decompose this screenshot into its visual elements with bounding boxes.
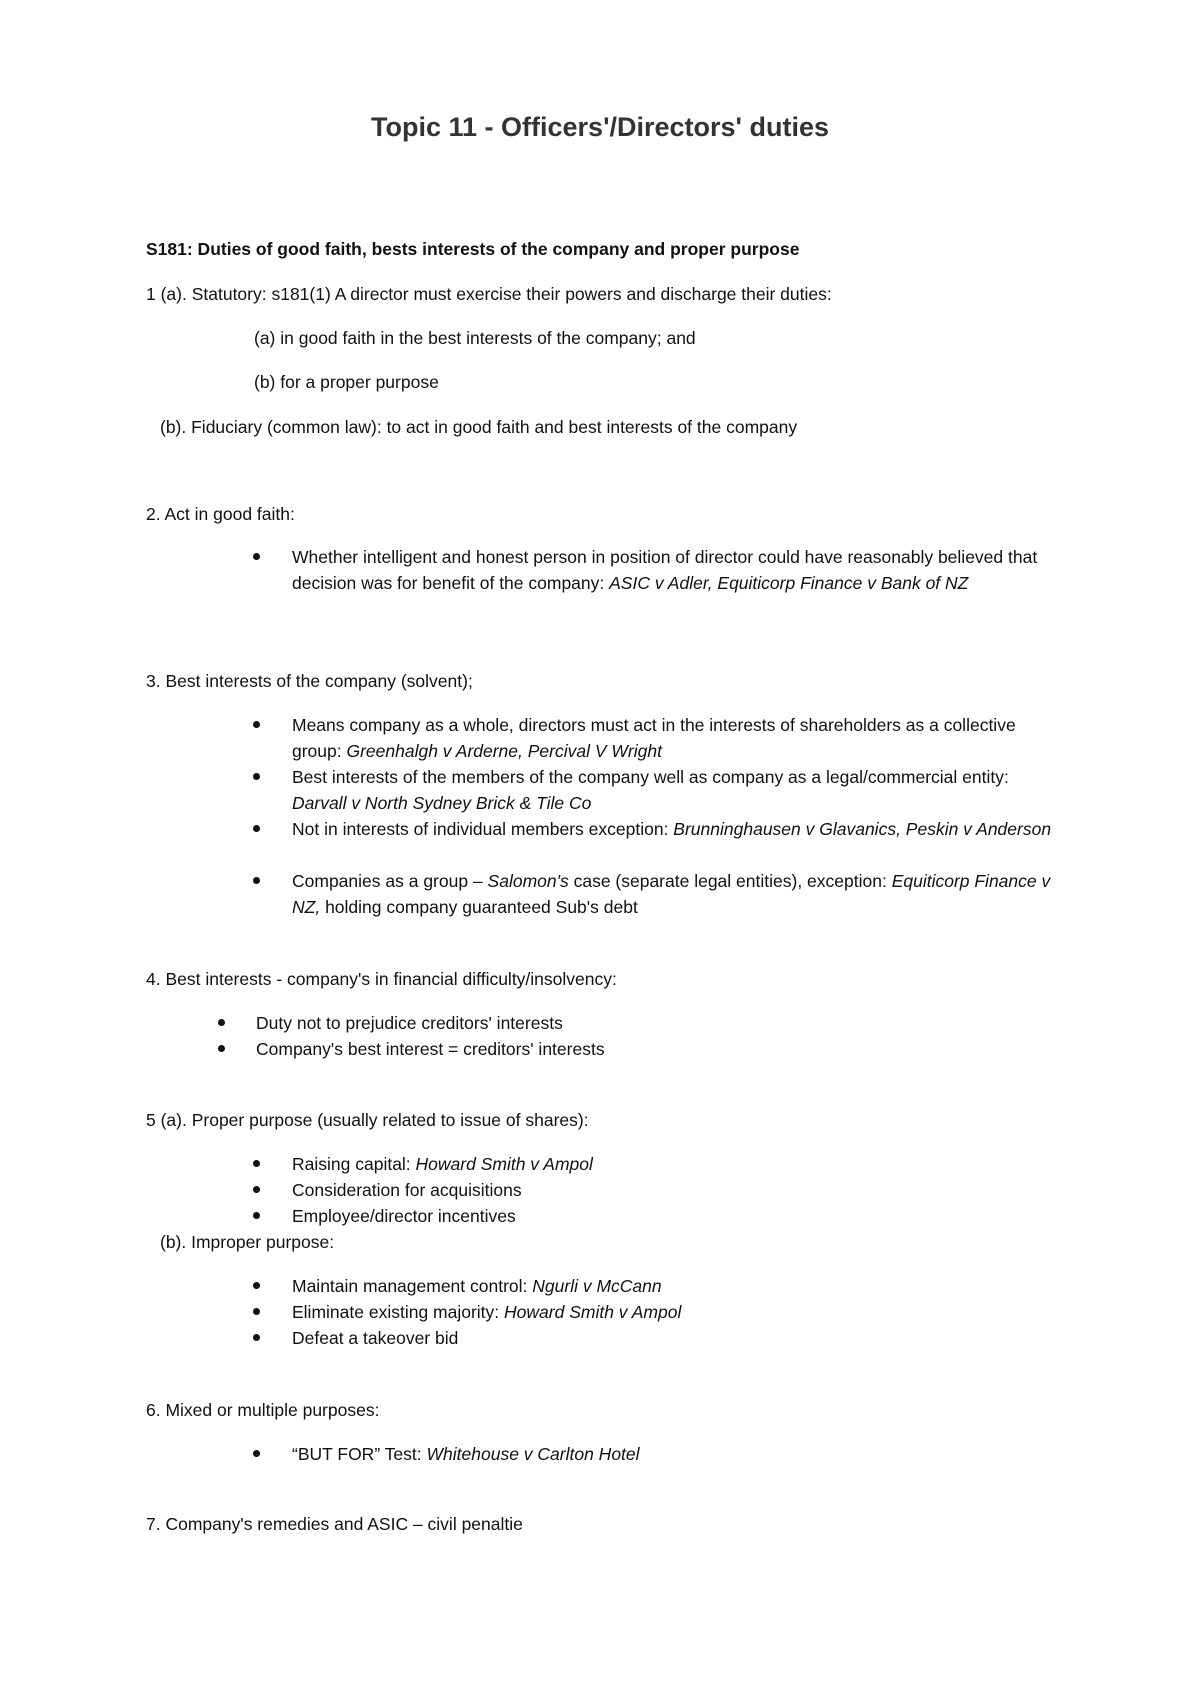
s5-bullet-2: Consideration for acquisitions [292, 1180, 522, 1200]
s3-bullet-4-case-2: Equiticorp Finance v NZ, [292, 871, 1051, 917]
s2-bullet-1 [292, 544, 1072, 596]
bullet-icon [253, 1160, 260, 1167]
s5b-bullet-2-text: Eliminate existing majority: [292, 1302, 505, 1322]
item-1a: 1 (a). Statutory: s181(1) A director must exercise their powers and discharge their duties: [146, 284, 832, 304]
bullet-icon [253, 1450, 260, 1457]
s3-bullet-1-text: Means company as a whole, directors must act in the interests of shareholders as a collective group: [292, 715, 1016, 761]
bullet-icon [253, 1186, 260, 1193]
section-5-heading: 5 (a). Proper purpose (usually related to issue of shares): [146, 1110, 589, 1130]
bullet-icon [253, 1334, 260, 1341]
s3-bullet-4-text-2: case (separate legal entities), exception: [568, 871, 892, 891]
item-1a-ii: (b) for a proper purpose [254, 372, 439, 392]
s5-bullet-3: Employee/director incentives [292, 1206, 516, 1226]
section-5b-heading: (b). Improper purpose: [160, 1232, 335, 1252]
section-7-heading: 7. Company's remedies and ASIC – civil penaltie [146, 1514, 523, 1534]
s4-bullet-2: Company's best interest = creditors' interests [256, 1039, 605, 1059]
section-6-heading: 6. Mixed or multiple purposes: [146, 1400, 380, 1420]
s3-bullet-4 [292, 868, 1062, 920]
s3-bullet-2-case: Darvall v North Sydney Brick & Tile Co [292, 793, 592, 813]
s3-bullet-2 [292, 764, 1052, 816]
bullet-icon [218, 1019, 225, 1026]
s5-bullet-1 [292, 1151, 593, 1177]
s5b-bullet-3: Defeat a takeover bid [292, 1328, 459, 1348]
bullet-icon [253, 877, 260, 884]
s5b-bullet-2 [292, 1299, 681, 1325]
s5b-bullet-1-text: Maintain management control: [292, 1276, 533, 1296]
s5b-bullet-2-case: Howard Smith v Ampol [504, 1302, 682, 1322]
s3-bullet-1 [292, 712, 1052, 764]
bullet-icon [253, 1212, 260, 1219]
s2-bullet-1-case: ASIC v Adler, Equiticorp Finance v Bank of NZ [609, 573, 969, 593]
s5-bullet-1-text: Raising capital: [292, 1154, 416, 1174]
section-2-heading: 2. Act in good faith: [146, 504, 295, 524]
s3-bullet-2-text: Best interests of the members of the company well as company as a legal/commercial entity: [292, 767, 1009, 787]
s6-bullet-1-text: “BUT FOR” Test: [292, 1444, 427, 1464]
section-3-heading: 3. Best interests of the company (solvent); [146, 671, 473, 691]
section-4-heading: 4. Best interests - company's in financial difficulty/insolvency: [146, 969, 617, 989]
item-1b: (b). Fiduciary (common law): to act in good faith and best interests of the company [160, 417, 798, 437]
s6-bullet-1-case: Whitehouse v Carlton Hotel [426, 1444, 640, 1464]
bullet-icon [253, 1282, 260, 1289]
s3-bullet-3 [292, 816, 1062, 842]
s3-bullet-1-case: Greenhalgh v Arderne, Percival V Wright [346, 741, 662, 761]
s3-bullet-4-case-1: Salomon's [487, 871, 569, 891]
bullet-icon [218, 1045, 225, 1052]
s5b-bullet-1 [292, 1273, 662, 1299]
bullet-icon [253, 773, 260, 780]
s3-bullet-3-case: Brunninghausen v Glavanics, Peskin v Anderson [673, 819, 1052, 839]
s5-bullet-1-case: Howard Smith v Ampol [415, 1154, 593, 1174]
bullet-icon [253, 553, 260, 560]
item-1a-i: (a) in good faith in the best interests of the company; and [254, 328, 696, 348]
bullet-icon [253, 825, 260, 832]
page-title: Topic 11 - Officers'/Directors' duties [371, 112, 829, 142]
s6-bullet-1 [292, 1441, 640, 1467]
s5b-bullet-1-case: Ngurli v McCann [532, 1276, 662, 1296]
bullet-icon [253, 1308, 260, 1315]
s4-bullet-1: Duty not to prejudice creditors' interests [256, 1013, 563, 1033]
bullet-icon [253, 721, 260, 728]
s3-bullet-4-text-1: Companies as a group – [292, 871, 488, 891]
section-s181-heading: S181: Duties of good faith, bests interests of the company and proper purpose [146, 239, 800, 259]
s3-bullet-3-text: Not in interests of individual members exception: [292, 819, 674, 839]
s3-bullet-4-text-3: holding company guaranteed Sub's debt [320, 897, 638, 917]
s2-bullet-1-text: Whether intelligent and honest person in position of director could have reasonably believed that decision was for benefit of the company: [292, 547, 1038, 593]
